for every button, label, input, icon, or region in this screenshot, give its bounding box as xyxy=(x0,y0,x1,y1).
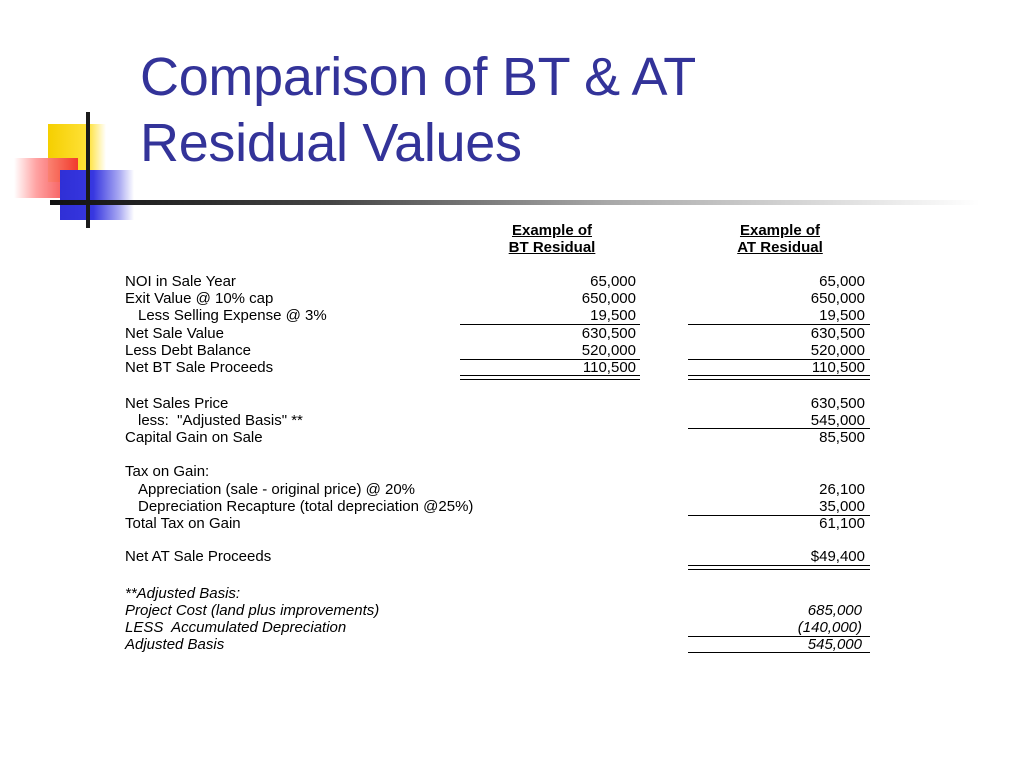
bt-value: 65,000 xyxy=(590,273,636,290)
row-label: Net AT Sale Proceeds xyxy=(125,548,272,565)
at-value: 85,500 xyxy=(819,429,865,446)
footnote-row-accumulated-depreciation xyxy=(0,619,1024,636)
bt-column-header-line-1: Example of xyxy=(511,222,593,239)
table-row-tax-on-gain xyxy=(0,463,1024,480)
table-row-depreciation-recapture xyxy=(0,498,1024,515)
at-value: 630,500 xyxy=(810,395,865,412)
at-value: 65,000 xyxy=(819,273,865,290)
footnote-value: 685,000 xyxy=(807,602,862,619)
footnote-heading xyxy=(0,585,1024,602)
row-label: Tax on Gain: xyxy=(125,463,210,480)
at-value: $49,400 xyxy=(810,548,865,565)
table-row-net-bt-proceeds xyxy=(0,359,1024,376)
bt-value: 650,000 xyxy=(581,290,636,307)
footnote-row-project-cost xyxy=(0,602,1024,619)
row-label: less: "Adjusted Basis" ** xyxy=(138,412,303,429)
blue-square-decoration xyxy=(60,170,134,220)
footnote-bottom-rule xyxy=(688,652,870,653)
table-row-total-tax xyxy=(0,515,1024,532)
at-value: 110,500 xyxy=(811,359,865,376)
title-underline-decoration xyxy=(50,200,980,205)
bt-value: 520,000 xyxy=(581,342,636,359)
bt-value: 110,500 xyxy=(582,359,636,376)
vertical-line-decoration xyxy=(86,112,90,228)
at-value: 545,000 xyxy=(810,412,865,429)
table-row-appreciation xyxy=(0,481,1024,498)
row-label: Less Selling Expense @ 3% xyxy=(138,307,327,324)
at-column-header-line-1: Example of xyxy=(739,222,821,239)
at-value: 650,000 xyxy=(810,290,865,307)
row-label: Less Debt Balance xyxy=(125,342,251,359)
at-value: 630,500 xyxy=(810,325,865,342)
at-column-header-line-2: AT Residual xyxy=(737,239,823,256)
footnote-value: 545,000 xyxy=(807,636,862,653)
bt-value: 630,500 xyxy=(581,325,636,342)
row-label: Net Sales Price xyxy=(125,395,229,412)
row-label: Appreciation (sale - original price) @ 20% xyxy=(138,481,416,498)
table-row-net-sales-price xyxy=(0,395,1024,412)
row-label: Total Tax on Gain xyxy=(125,515,241,532)
slide-title-line-1: Comparison of BT & AT xyxy=(140,47,696,107)
row-label: Capital Gain on Sale xyxy=(125,429,263,446)
table-row-net-at-proceeds xyxy=(0,548,1024,565)
row-label: Exit Value @ 10% cap xyxy=(125,290,274,307)
table-row-debt-balance xyxy=(0,342,1024,359)
row-label: NOI in Sale Year xyxy=(125,273,236,290)
footnote-label: Project Cost (land plus improvements) xyxy=(125,602,380,619)
table-row-noi xyxy=(0,273,1024,290)
at-value: 520,000 xyxy=(810,342,865,359)
table-row-selling-expense xyxy=(0,307,1024,324)
at-value: 35,000 xyxy=(819,498,865,515)
footnote-label: LESS Accumulated Depreciation xyxy=(125,619,347,636)
at-total-double-rule xyxy=(688,565,870,570)
row-label: Net Sale Value xyxy=(125,325,224,342)
at-value: 26,100 xyxy=(819,481,865,498)
row-label: Depreciation Recapture (total depreciation @25%) xyxy=(138,498,474,515)
bt-column-header-line-2: BT Residual xyxy=(508,239,596,256)
bt-total-double-rule xyxy=(460,375,640,380)
bt-value: 19,500 xyxy=(590,307,636,324)
footnote-label: Adjusted Basis xyxy=(125,636,225,653)
at-value: 61,100 xyxy=(819,515,865,532)
at-value: 19,500 xyxy=(819,307,865,324)
slide-title-line-2: Residual Values xyxy=(140,113,522,173)
footnote-value: (140,000) xyxy=(797,619,862,636)
footnote-row-adjusted-basis xyxy=(0,636,1024,653)
row-label: Net BT Sale Proceeds xyxy=(125,359,274,376)
table-row-capital-gain xyxy=(0,429,1024,446)
table-row-adjusted-basis xyxy=(0,412,1024,429)
table-row-net-sale-value xyxy=(0,325,1024,342)
footnote-label: **Adjusted Basis: xyxy=(125,585,241,602)
table-row-exit-value xyxy=(0,290,1024,307)
at-total-double-rule xyxy=(688,375,870,380)
slide-title xyxy=(140,44,696,176)
